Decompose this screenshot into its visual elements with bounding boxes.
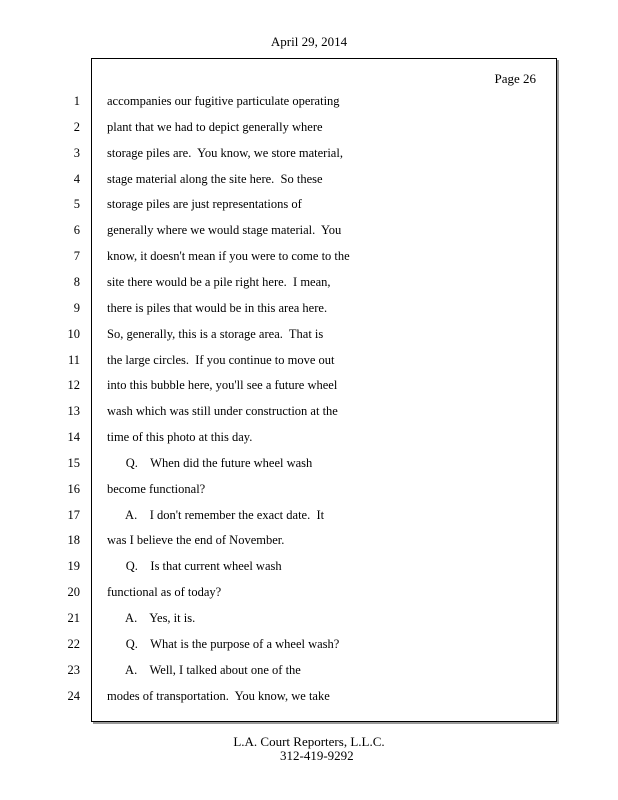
transcript-date: April 29, 2014 [270, 34, 348, 49]
line-number: 2 [73, 119, 80, 134]
transcript-line: Q. When did the future wheel wash [107, 455, 313, 470]
transcript-line: A. Well, I talked about one of the [107, 662, 301, 677]
line-number: 1 [73, 94, 80, 108]
line-number: 23 [67, 662, 80, 677]
line-number: 9 [73, 300, 80, 315]
transcript-line: there is piles that would be in this area here. [107, 300, 328, 315]
transcript-line: wash which was still under construction at the [107, 404, 338, 419]
line-number: 12 [67, 378, 80, 393]
line-number: 17 [67, 507, 80, 522]
transcript-line: Q. What is the purpose of a wheel wash? [107, 636, 340, 651]
line-number: 7 [73, 249, 80, 264]
transcript-line: plant that we had to depict generally where [107, 119, 323, 134]
transcript-line: Q. Is that current wheel wash [107, 559, 282, 574]
transcript-line: into this bubble here, you'll see a future wheel [107, 378, 338, 393]
line-number: 19 [67, 559, 80, 574]
line-number: 18 [67, 533, 80, 548]
transcript-line: A. I don't remember the exact date. It [107, 507, 325, 522]
line-number: 15 [67, 455, 80, 470]
transcript-line: storage piles are. You know, we store material, [107, 145, 343, 160]
transcript-line: accompanies our fugitive particulate operating [107, 94, 340, 108]
line-number: 11 [67, 352, 80, 367]
line-number: 5 [73, 197, 80, 212]
line-number: 21 [67, 611, 80, 625]
transcript-line: the large circles. If you continue to move out [107, 352, 335, 367]
line-number: 24 [67, 688, 80, 703]
line-number: 20 [67, 585, 80, 600]
line-number: 22 [67, 636, 80, 651]
transcript-line: time of this photo at this day. [107, 430, 253, 445]
transcript-line: So, generally, this is a storage area. That is [107, 326, 324, 341]
transcript-line: A. Yes, it is. [107, 611, 196, 625]
line-number: 8 [73, 274, 80, 289]
page-number: Page 26 [494, 71, 536, 86]
transcript-line: become functional? [107, 481, 206, 496]
transcript-line: was I believe the end of November. [107, 533, 285, 548]
reporter-company: L.A. Court Reporters, L.L.C. [233, 734, 385, 749]
transcript-line: know, it doesn't mean if you were to come to the [107, 249, 350, 264]
line-number: 16 [67, 481, 80, 496]
line-number: 6 [73, 223, 80, 238]
transcript-line: functional as of today? [107, 585, 222, 600]
line-number: 10 [67, 326, 80, 341]
transcript-line: site there would be a pile right here. I mean, [107, 274, 331, 289]
transcript-line: stage material along the site here. So these [107, 171, 323, 186]
line-number: 3 [73, 145, 80, 160]
transcript-line: modes of transportation. You know, we take [107, 688, 330, 703]
line-number: 14 [67, 430, 80, 445]
reporter-phone: 312-419-9292 [280, 748, 354, 763]
line-number: 13 [67, 404, 80, 419]
transcript-line: generally where we would stage material. You [107, 223, 342, 238]
line-number: 4 [73, 171, 80, 186]
transcript-line: storage piles are just representations of [107, 197, 302, 212]
